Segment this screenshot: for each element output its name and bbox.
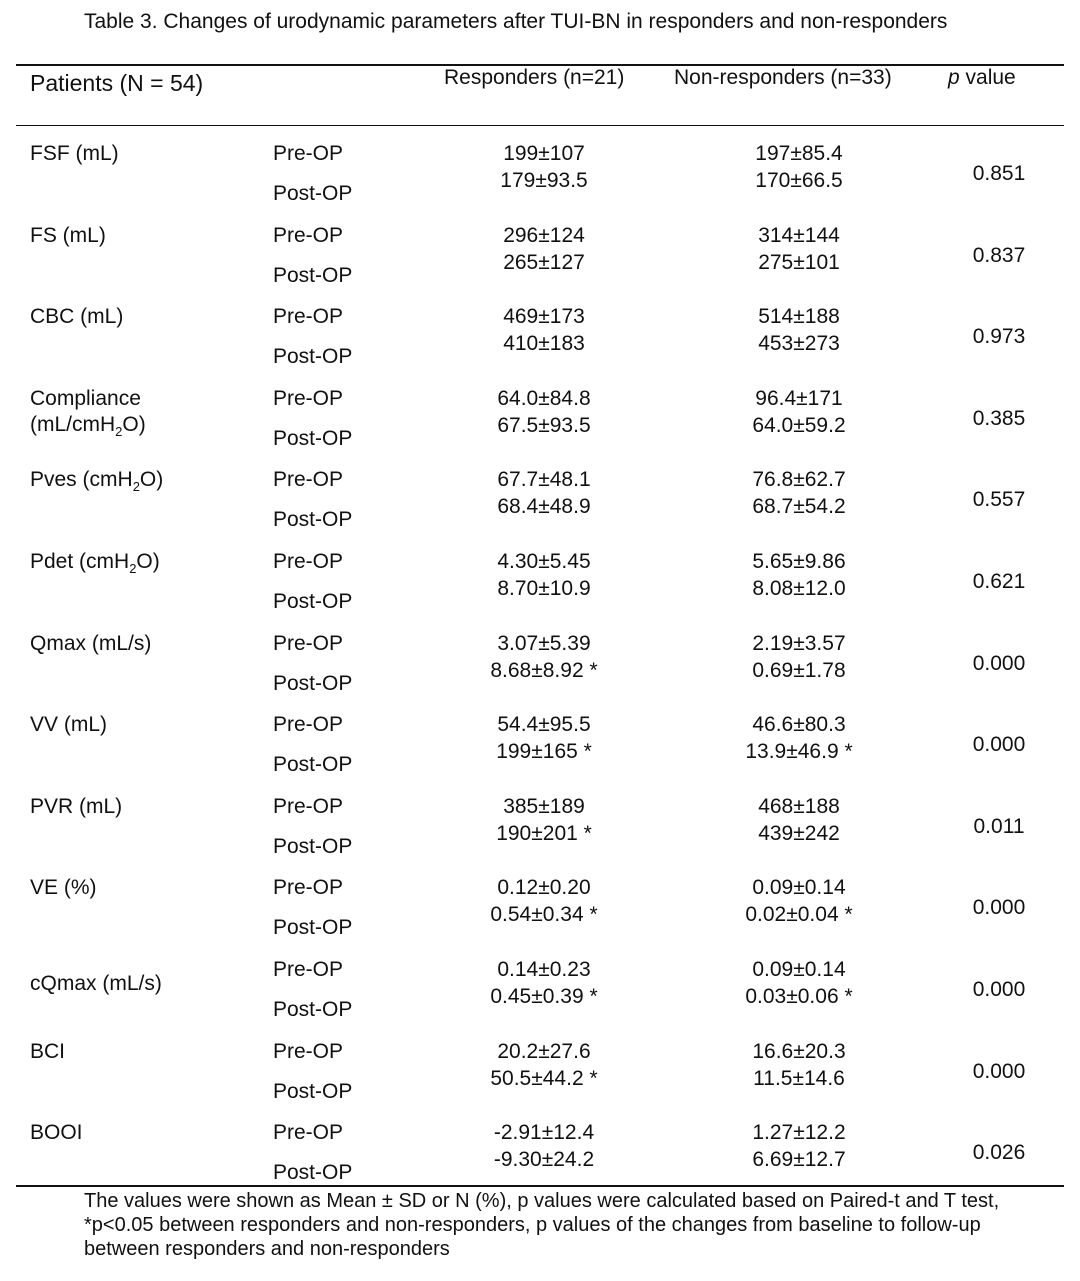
responders-pre-value: 3.07±5.39 xyxy=(497,632,591,655)
table-row xyxy=(0,957,1080,1039)
pre-op-label: Pre-OP xyxy=(273,876,344,899)
non-responders-post-value: 0.69±1.78 xyxy=(752,659,846,682)
post-op-label: Post-OP xyxy=(273,264,353,287)
non-responders-pre-value: 2.19±3.57 xyxy=(752,632,846,655)
parameter-label: FS (mL) xyxy=(30,224,106,247)
non-responders-post-value: 6.69±12.7 xyxy=(752,1148,846,1171)
pre-op-label: Pre-OP xyxy=(273,550,344,573)
table-header-rule xyxy=(16,125,1064,126)
post-op-label: Post-OP xyxy=(273,427,353,450)
p-value: 0.837 xyxy=(972,244,1026,267)
responders-post-value: 8.70±10.9 xyxy=(497,577,591,600)
responders-pre-value: 0.12±0.20 xyxy=(497,876,591,899)
table-row xyxy=(0,1039,1080,1121)
responders-post-value: 0.54±0.34 * xyxy=(490,903,598,926)
table-row xyxy=(0,223,1080,305)
non-responders-post-value: 64.0±59.2 xyxy=(752,414,846,437)
parameter-name: Compliance xyxy=(30,387,141,410)
parameter-label: BCI xyxy=(30,1040,66,1063)
post-op-label: Post-OP xyxy=(273,835,353,858)
p-value: 0.973 xyxy=(972,325,1026,348)
responders-pre-value: 64.0±84.8 xyxy=(497,387,591,410)
parameter-label xyxy=(30,549,160,575)
non-responders-pre-value: 0.09±0.14 xyxy=(752,958,846,981)
pre-op-label: Pre-OP xyxy=(273,958,344,981)
parameter-unit-tail: O) xyxy=(139,468,164,491)
table-row xyxy=(0,712,1080,794)
pre-op-label: Pre-OP xyxy=(273,468,344,491)
responders-post-value: 410±183 xyxy=(503,332,585,355)
pre-op-label: Pre-OP xyxy=(273,713,344,736)
responders-post-value: 50.5±44.2 * xyxy=(490,1067,598,1090)
non-responders-pre-value: 96.4±171 xyxy=(755,387,843,410)
p-value: 0.851 xyxy=(972,162,1026,185)
responders-post-value: 265±127 xyxy=(503,251,585,274)
p-value: 0.011 xyxy=(973,815,1025,838)
pre-op-label: Pre-OP xyxy=(273,142,344,165)
responders-post-value: 68.4±48.9 xyxy=(497,495,591,518)
parameter-subscript: 2 xyxy=(115,424,123,440)
table-row xyxy=(0,141,1080,223)
p-value: 0.026 xyxy=(972,1141,1026,1164)
parameter-label: cQmax (mL/s) xyxy=(30,972,162,995)
p-value: 0.385 xyxy=(972,407,1026,430)
non-responders-pre-value: 468±188 xyxy=(758,795,840,818)
table-row xyxy=(0,386,1080,468)
parameter-unit-tail: O) xyxy=(122,413,146,436)
post-op-label: Post-OP xyxy=(273,998,353,1021)
non-responders-pre-value: 76.8±62.7 xyxy=(752,468,846,491)
non-responders-post-value: 11.5±14.6 xyxy=(753,1067,845,1090)
pre-op-label: Pre-OP xyxy=(273,632,344,655)
non-responders-pre-value: 314±144 xyxy=(758,224,840,247)
non-responders-post-value: 68.7±54.2 xyxy=(752,495,846,518)
table-row xyxy=(0,875,1080,957)
non-responders-post-value: 8.08±12.0 xyxy=(752,577,846,600)
pre-op-label: Pre-OP xyxy=(273,795,344,818)
post-op-label: Post-OP xyxy=(273,1161,353,1184)
post-op-label: Post-OP xyxy=(273,508,353,531)
post-op-label: Post-OP xyxy=(273,916,353,939)
parameter-label: CBC (mL) xyxy=(30,305,124,328)
non-responders-post-value: 0.03±0.06 * xyxy=(745,985,853,1008)
non-responders-pre-value: 0.09±0.14 xyxy=(752,876,846,899)
header-non-responders: Non-responders (n=33) xyxy=(674,66,892,89)
responders-pre-value: 4.30±5.45 xyxy=(497,550,591,573)
non-responders-pre-value: 5.65±9.86 xyxy=(752,550,846,573)
parameter-label xyxy=(30,386,146,438)
responders-pre-value: 385±189 xyxy=(503,795,585,818)
table-footnote: The values were shown as Mean ± SD or N (%), p values were calculated based on Paired-t and T test, *p<0.05 between responders and non-responders, p values of the changes from baseline to follow-up between responders and non-responders xyxy=(84,1190,1000,1260)
table-row xyxy=(0,467,1080,549)
parameter-name: Pves (cmH xyxy=(30,468,133,491)
table-row xyxy=(0,549,1080,631)
parameter-label: FSF (mL) xyxy=(30,142,119,165)
p-value: 0.557 xyxy=(972,488,1026,511)
parameter-label: VE (%) xyxy=(30,876,97,899)
table-bottom-rule xyxy=(16,1185,1064,1187)
non-responders-pre-value: 514±188 xyxy=(758,305,840,328)
table-caption: Table 3. Changes of urodynamic parameters after TUI-BN in responders and non-responders xyxy=(84,10,948,33)
responders-post-value: -9.30±24.2 xyxy=(493,1148,595,1171)
p-value: 0.000 xyxy=(972,1060,1026,1083)
parameter-unit-tail: O) xyxy=(136,550,160,573)
header-p-rest: value xyxy=(959,66,1016,89)
responders-post-value: 8.68±8.92 * xyxy=(490,659,598,682)
parameter-label: VV (mL) xyxy=(30,713,108,736)
responders-pre-value: 0.14±0.23 xyxy=(497,958,591,981)
non-responders-pre-value: 16.6±20.3 xyxy=(752,1040,846,1063)
responders-pre-value: 67.7±48.1 xyxy=(497,468,591,491)
p-value: 0.000 xyxy=(972,733,1026,756)
parameter-name: Pdet (cmH xyxy=(30,550,130,573)
responders-post-value: 67.5±93.5 xyxy=(497,414,591,437)
responders-pre-value: -2.91±12.4 xyxy=(493,1121,595,1144)
p-value: 0.000 xyxy=(972,978,1026,1001)
responders-pre-value: 54.4±95.5 xyxy=(497,713,591,736)
non-responders-post-value: 453±273 xyxy=(758,332,840,355)
responders-post-value: 199±165 * xyxy=(496,740,592,763)
post-op-label: Post-OP xyxy=(273,345,353,368)
table-row xyxy=(0,631,1080,713)
responders-pre-value: 296±124 xyxy=(503,224,585,247)
header-responders: Responders (n=21) xyxy=(444,66,625,89)
parameter-label: BOOI xyxy=(30,1121,83,1144)
pre-op-label: Pre-OP xyxy=(273,1121,344,1144)
post-op-label: Post-OP xyxy=(273,753,353,776)
responders-post-value: 190±201 * xyxy=(496,822,592,845)
p-value: 0.000 xyxy=(972,896,1026,919)
non-responders-post-value: 0.02±0.04 * xyxy=(745,903,853,926)
responders-pre-value: 20.2±27.6 xyxy=(497,1040,591,1063)
post-op-label: Post-OP xyxy=(273,590,353,613)
parameter-label: Qmax (mL/s) xyxy=(30,632,152,655)
responders-post-value: 0.45±0.39 * xyxy=(490,985,598,1008)
non-responders-pre-value: 197±85.4 xyxy=(755,142,843,165)
pre-op-label: Pre-OP xyxy=(273,387,344,410)
pre-op-label: Pre-OP xyxy=(273,1040,344,1063)
non-responders-pre-value: 46.6±80.3 xyxy=(752,713,846,736)
table-row xyxy=(0,304,1080,386)
header-p-italic: p xyxy=(948,66,960,89)
non-responders-post-value: 275±101 xyxy=(758,251,840,274)
responders-pre-value: 199±107 xyxy=(503,142,585,165)
post-op-label: Post-OP xyxy=(273,672,353,695)
non-responders-post-value: 439±242 xyxy=(758,822,840,845)
parameter-label xyxy=(30,467,163,493)
p-value: 0.000 xyxy=(972,652,1026,675)
parameter-unit: (mL/cmH xyxy=(30,413,116,436)
header-p-value xyxy=(948,66,1016,90)
pre-op-label: Pre-OP xyxy=(273,224,344,247)
parameter-subscript: 2 xyxy=(132,479,140,495)
responders-pre-value: 469±173 xyxy=(503,305,585,328)
p-value: 0.621 xyxy=(972,570,1026,593)
post-op-label: Post-OP xyxy=(273,1080,353,1103)
header-patients: Patients (N = 54) xyxy=(30,70,204,96)
table-row xyxy=(0,794,1080,876)
non-responders-pre-value: 1.27±12.2 xyxy=(752,1121,846,1144)
parameter-label: PVR (mL) xyxy=(30,795,123,818)
parameter-subscript: 2 xyxy=(129,561,137,577)
responders-post-value: 179±93.5 xyxy=(500,169,588,192)
non-responders-post-value: 13.9±46.9 * xyxy=(745,740,853,763)
pre-op-label: Pre-OP xyxy=(273,305,344,328)
non-responders-post-value: 170±66.5 xyxy=(755,169,843,192)
post-op-label: Post-OP xyxy=(273,182,353,205)
